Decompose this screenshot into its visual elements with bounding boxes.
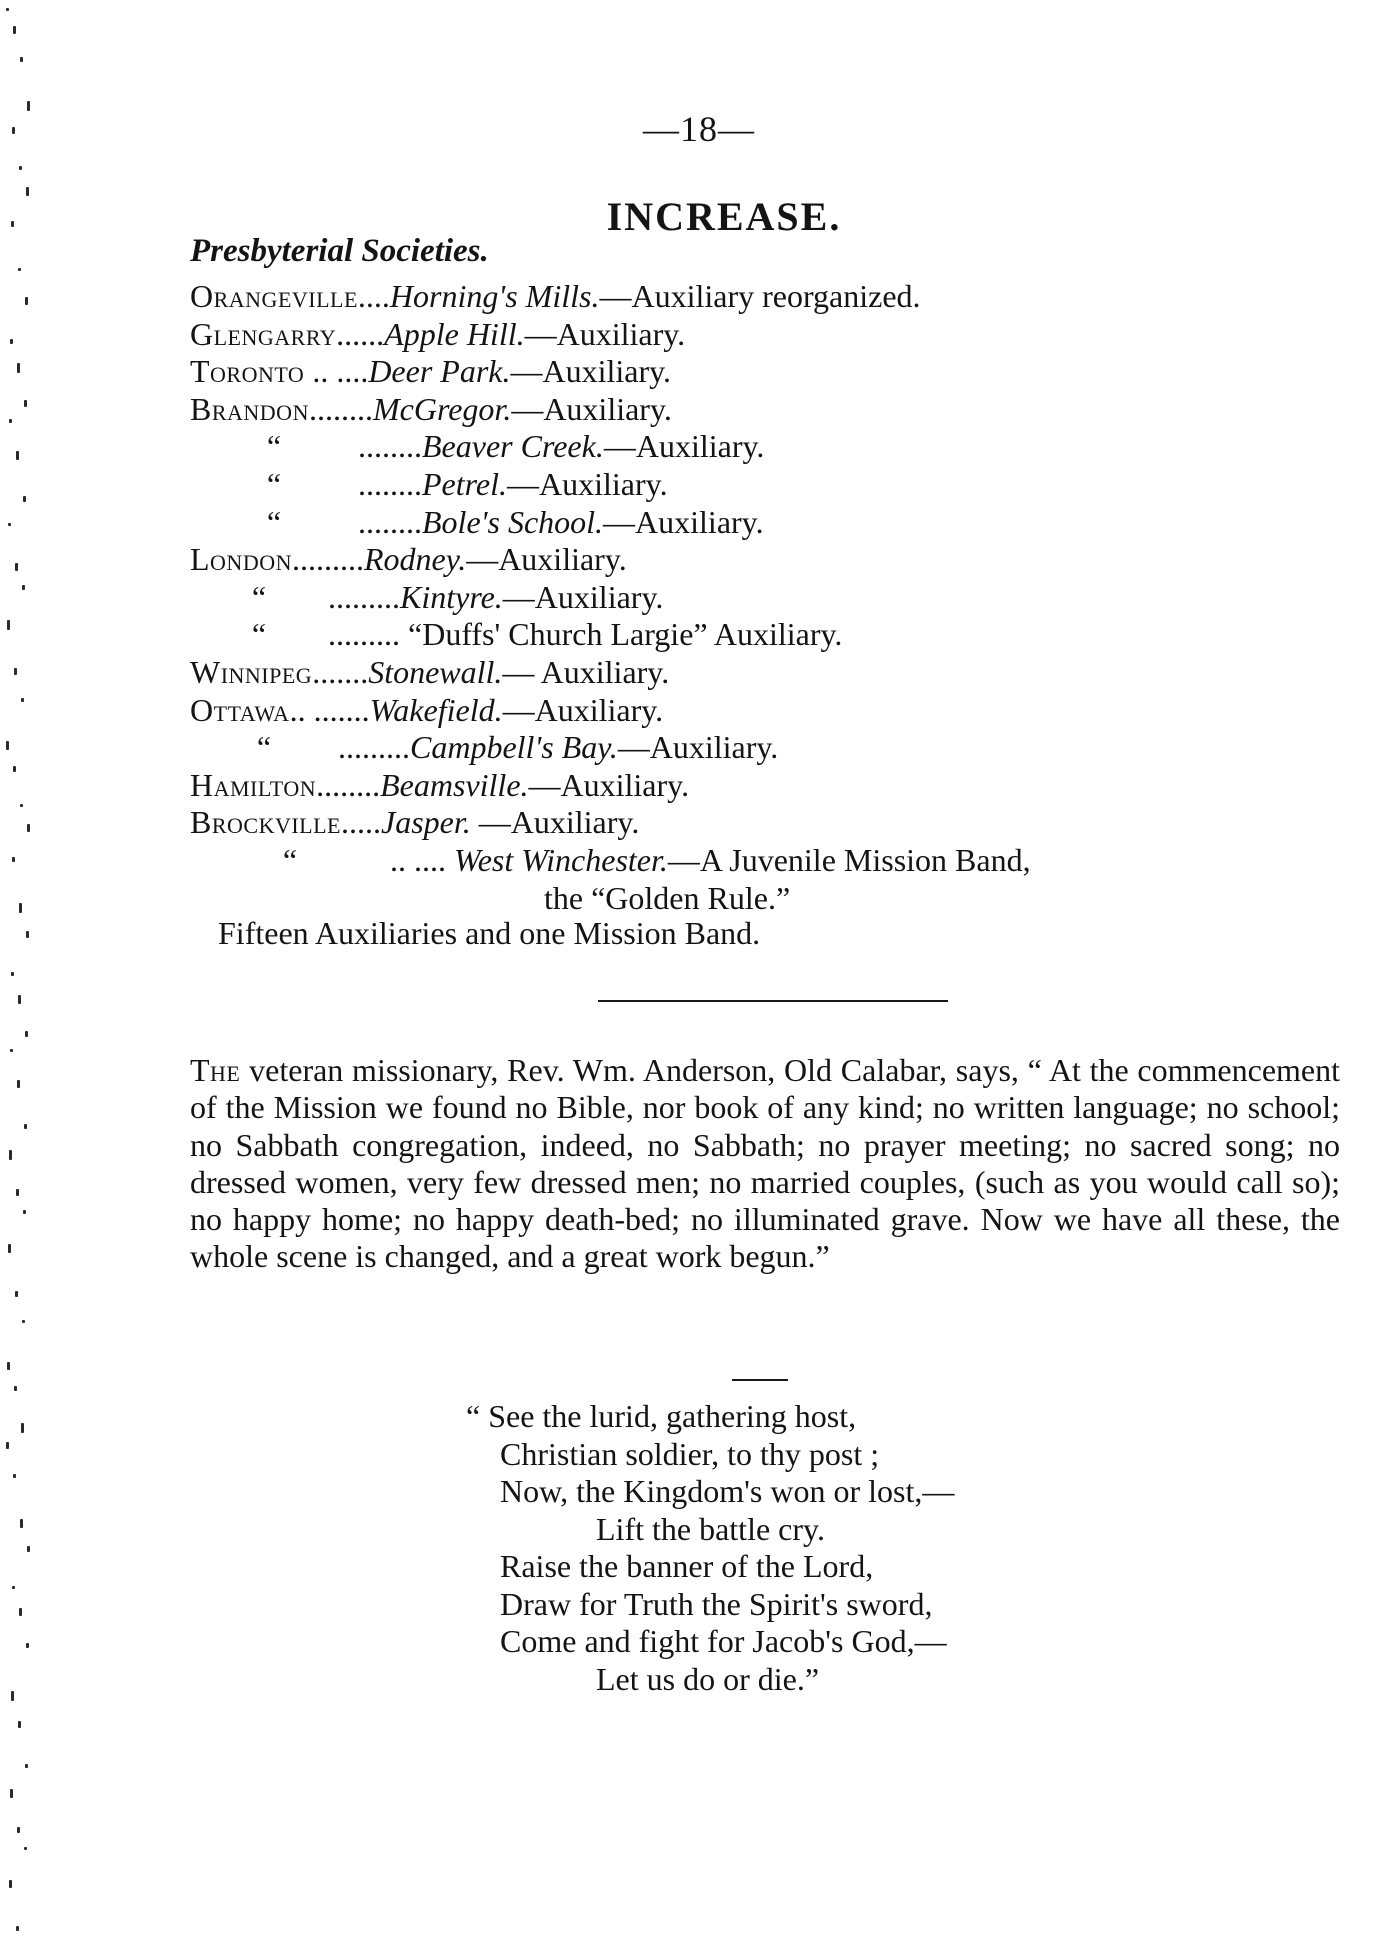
scan-speck bbox=[18, 1721, 21, 1728]
list-item: “ ........Beaver Creek.—Auxiliary. bbox=[266, 428, 765, 465]
scan-speck bbox=[24, 400, 27, 407]
scan-speck bbox=[13, 26, 16, 34]
list-item: “ .........Campbell's Bay.—Auxiliary. bbox=[256, 729, 779, 766]
poem-line: Come and fight for Jacob's God,— bbox=[500, 1623, 947, 1659]
list-item: “ .. .... West Winchester.—A Juvenile Mission Band, bbox=[282, 841, 1031, 878]
scan-speck bbox=[26, 931, 29, 938]
scan-speck bbox=[18, 995, 21, 1004]
scan-speck bbox=[11, 972, 14, 976]
scan-speck bbox=[9, 419, 12, 423]
scan-speck bbox=[16, 1926, 19, 1931]
section-divider bbox=[598, 1000, 948, 1002]
short-divider bbox=[732, 1379, 788, 1381]
poem-line: Raise the banner of the Lord, bbox=[500, 1548, 874, 1584]
scan-speck bbox=[6, 741, 9, 750]
list-item: Hamilton........Beamsville.—Auxiliary. bbox=[190, 766, 690, 803]
scan-speck bbox=[25, 297, 28, 305]
scan-speck bbox=[6, 8, 9, 11]
scan-speck bbox=[10, 1789, 13, 1798]
poem bbox=[466, 1398, 954, 1698]
society-list bbox=[190, 278, 1370, 917]
scan-speck bbox=[7, 620, 10, 630]
list-item: Toronto .. ....Deer Park.—Auxiliary. bbox=[190, 353, 672, 390]
scan-speck bbox=[11, 1691, 14, 1701]
scan-margin-specks bbox=[6, 0, 46, 1950]
scan-speck bbox=[12, 1586, 15, 1589]
scan-speck bbox=[8, 1244, 11, 1253]
poem-line: Lift the battle cry. bbox=[596, 1510, 825, 1547]
scan-speck bbox=[16, 451, 19, 460]
poem-line: “ See the lurid, gathering host, bbox=[466, 1398, 857, 1434]
scan-speck bbox=[9, 1880, 12, 1888]
scan-speck bbox=[13, 766, 16, 772]
scan-speck bbox=[26, 1643, 29, 1648]
scan-speck bbox=[27, 824, 30, 832]
scan-speck bbox=[23, 1210, 26, 1214]
scan-speck bbox=[21, 1423, 24, 1433]
scan-speck bbox=[15, 563, 18, 571]
scan-speck bbox=[17, 363, 20, 373]
scan-speck bbox=[19, 166, 22, 170]
scan-speck bbox=[16, 1189, 19, 1196]
scan-speck bbox=[6, 1442, 9, 1449]
scan-speck bbox=[20, 57, 23, 62]
scan-speck bbox=[24, 1847, 27, 1850]
scan-speck bbox=[21, 698, 24, 702]
list-item: “ ......... “Duffs' Church Largie” Auxiliary. bbox=[251, 616, 843, 653]
scan-speck bbox=[27, 1546, 30, 1552]
list-item: Winnipeg.......Stonewall.— Auxiliary. bbox=[190, 653, 670, 690]
list-item: “ ........Bole's School.—Auxiliary. bbox=[266, 503, 764, 540]
summary-line: Fifteen Auxiliaries and one Mission Band. bbox=[218, 915, 761, 951]
list-item: Brandon........McGregor.—Auxiliary. bbox=[190, 390, 672, 427]
paragraph-lead: The bbox=[190, 1052, 241, 1088]
scan-speck bbox=[10, 1049, 13, 1052]
list-item: London.........Rodney.—Auxiliary. bbox=[190, 541, 627, 578]
poem-line: Now, the Kingdom's won or lost,— bbox=[500, 1473, 955, 1509]
scan-speck bbox=[20, 1519, 23, 1528]
scan-speck bbox=[24, 1124, 27, 1129]
scan-speck bbox=[8, 523, 11, 526]
list-item: Brockville.....Jasper. —Auxiliary. bbox=[190, 804, 640, 841]
list-item: Glengarry......Apple Hill.—Auxiliary. bbox=[190, 315, 686, 352]
poem-line: Let us do or die.” bbox=[596, 1660, 820, 1697]
list-item: “ ........Petrel.—Auxiliary. bbox=[266, 465, 668, 502]
poem-line: Christian soldier, to thy post ; bbox=[500, 1435, 880, 1472]
list-item-continuation: the “Golden Rule.” bbox=[544, 879, 791, 916]
scan-speck bbox=[17, 1080, 20, 1088]
scan-speck bbox=[14, 668, 17, 675]
scan-speck bbox=[14, 1386, 17, 1391]
scan-speck bbox=[19, 903, 22, 913]
scan-speck bbox=[18, 268, 21, 271]
scan-speck bbox=[22, 585, 25, 590]
scan-speck bbox=[15, 1291, 18, 1297]
list-item: “ .........Kintyre.—Auxiliary. bbox=[251, 578, 664, 615]
scan-speck bbox=[19, 1608, 22, 1616]
list-item: Orangeville....Horning's Mills.—Auxiliary reorganized. bbox=[190, 278, 921, 314]
section-subheading: Presbyterial Societies. bbox=[190, 233, 489, 269]
scan-speck bbox=[25, 1764, 28, 1768]
scan-speck bbox=[13, 1474, 16, 1478]
scan-speck bbox=[7, 1362, 10, 1370]
list-item: Ottawa.. .......Wakefield.—Auxiliary. bbox=[190, 691, 664, 728]
section-heading: INCREASE. bbox=[606, 194, 842, 239]
scan-speck bbox=[9, 1150, 12, 1160]
quote-paragraph bbox=[190, 1052, 1340, 1276]
scan-speck bbox=[23, 496, 26, 502]
page-number: —18— bbox=[643, 109, 755, 149]
paragraph-body: veteran missionary, Rev. Wm. Anderson, Old Calabar, says, “ At the commencement of the Mission we found no Bible, nor book of any kind; no written language; no school; no Sabbath congregation, indeed, no Sabbath; no prayer meeting; no sacred song; no dressed women, very few dressed men; no married couples, (such as you would call so); no happy home; no happy death-bed; no illuminated grave. Now we have all these, the whole scene is changed, and a great work begun.” bbox=[190, 1052, 1341, 1275]
scan-speck bbox=[22, 1320, 25, 1323]
poem-line: Draw for Truth the Spirit's sword, bbox=[500, 1585, 933, 1622]
scan-speck bbox=[10, 339, 13, 344]
scan-speck bbox=[12, 857, 15, 862]
scan-speck bbox=[17, 1827, 20, 1833]
scan-speck bbox=[25, 1031, 28, 1037]
scan-speck bbox=[20, 804, 23, 807]
